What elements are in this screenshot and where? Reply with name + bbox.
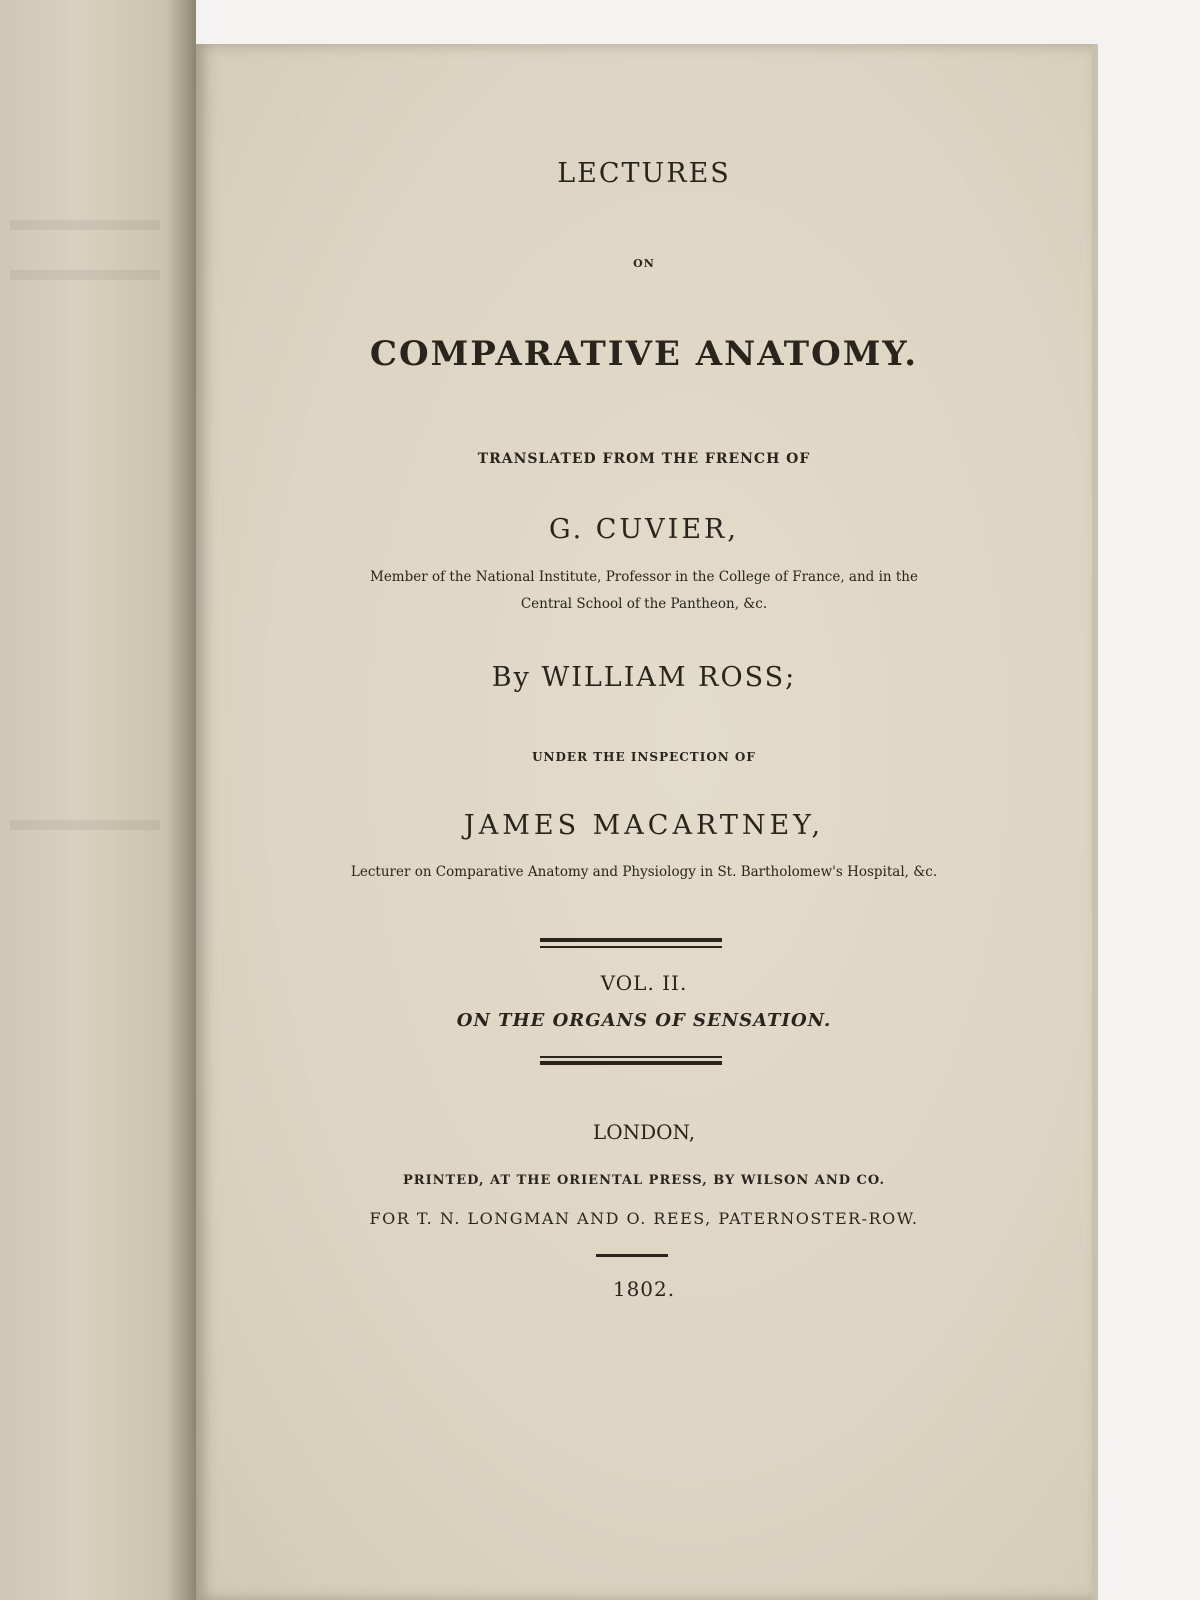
inspector-description: Lecturer on Comparative Anatomy and Physiology in St. Bartholomew's Hospital, &c.	[350, 864, 938, 880]
printer-line: PRINTED, AT THE ORIENTAL PRESS, BY WILSON AND CO.	[403, 1173, 885, 1188]
double-rule	[540, 946, 722, 948]
double-rule	[540, 1061, 722, 1065]
bleed-through-text	[10, 220, 160, 230]
inspector-name: JAMES MACARTNEY,	[463, 810, 825, 841]
bleed-through-text	[10, 820, 160, 830]
volume-number: VOL. II.	[600, 971, 688, 995]
author-name: G. CUVIER,	[549, 514, 739, 545]
publication-city: LONDON,	[592, 1120, 696, 1144]
publisher-line: FOR T. N. LONGMAN AND O. REES, PATERNOSTER-ROW.	[369, 1209, 919, 1228]
single-rule	[596, 1254, 668, 1257]
left-page	[0, 0, 196, 1600]
book-edge	[1092, 44, 1098, 1600]
bleed-through-text	[10, 270, 160, 280]
book-title: LECTURES	[557, 158, 731, 189]
inspection-label: UNDER THE INSPECTION OF	[532, 750, 756, 764]
author-description: Central School of the Pantheon, &c.	[520, 596, 768, 612]
volume-title: ON THE ORGANS OF SENSATION.	[456, 1010, 832, 1031]
author-description: Member of the National Institute, Professor in the College of France, and in the	[370, 569, 918, 585]
book-subject: COMPARATIVE ANATOMY.	[369, 334, 919, 374]
publication-year: 1802.	[612, 1277, 676, 1301]
translated-from: TRANSLATED FROM THE FRENCH OF	[477, 451, 811, 467]
double-rule	[540, 1056, 722, 1058]
double-rule	[540, 938, 722, 942]
translator-name: By WILLIAM ROSS;	[491, 662, 797, 693]
title-on: ON	[633, 257, 655, 270]
